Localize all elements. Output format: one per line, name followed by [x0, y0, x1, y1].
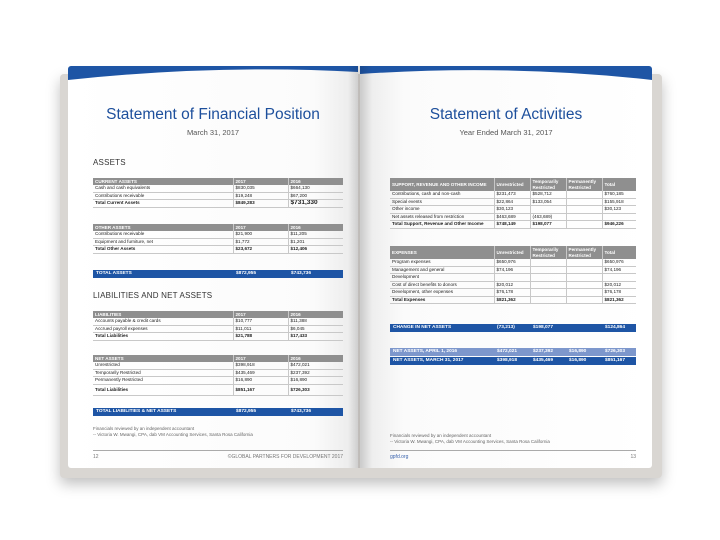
open-annual-report [60, 66, 662, 478]
table-row: Cash and cash equivalents $830,035 $664,130 [93, 185, 343, 192]
table-row: Special events $22,864 $133,054 $155,918 [390, 198, 636, 206]
page-number: 12 [93, 454, 99, 460]
assets-heading: ASSETS [93, 158, 126, 167]
review-note: Financials reviewed by an independent accountant -- Victoria W. Mwangi, CPA, dab VM Accounting Services, Santa Rosa California [93, 426, 253, 437]
current-assets-table [93, 178, 343, 208]
liabilities-table [93, 311, 343, 341]
liabilities-heading: LIABILITIES AND NET ASSETS [93, 291, 213, 300]
footer-divider [93, 450, 343, 451]
table-row: Contributions receivable $19,248 $67,200 [93, 192, 343, 200]
table-header: SUPPORT, REVENUE AND OTHER INCOME Unrestricted Temporarily Restricted Permanently Restricted Total [390, 178, 636, 191]
table-header: CURRENT ASSETS 2017 2016 [93, 178, 343, 185]
right-top-band [360, 66, 652, 92]
table-total-row: Total Expenses $821,362 $821,362 [390, 296, 636, 304]
table-row: Development, other expenses $76,178 $76,178 [390, 289, 636, 297]
footer-divider [390, 450, 636, 451]
table-row: Accrued payroll expenses $11,011 $6,045 [93, 325, 343, 333]
left-page [68, 66, 358, 468]
total-liabilities-bar: TOTAL LIABILITIES & NET ASSETS $872,955 $743,736 [93, 408, 343, 416]
table-total-row: Total Other Assets $23,672 $12,406 [93, 246, 343, 254]
table-row: Management and general $74,196 $74,196 [390, 266, 636, 274]
review-note: Financials reviewed by an independent accountant -- Victoria W. Mwangi, CPA, dab VM Accounting Services, Santa Rosa California [390, 433, 550, 444]
table-row: Cost of direct benefits to donors $20,012 $20,012 [390, 281, 636, 289]
support-revenue-table [390, 178, 636, 229]
net-assets-end-bar: NET ASSETS, MARCH 31, 2017 $398,918 $435,469 $16,890 $851,167 [390, 357, 636, 365]
table-row: Net assets released from restriction $463,689 (463,689) [390, 213, 636, 221]
table-total-row: Total Current Assets $849,283 $731,330 [93, 200, 343, 208]
other-assets-table [93, 224, 343, 254]
net-assets-table [93, 355, 343, 396]
table-row: Contributions receivable $21,900 $11,205 [93, 231, 343, 238]
page-title: Statement of Financial Position [106, 106, 320, 123]
table-row: Contributions, cash and non-cash $231,473 $528,712 $760,185 [390, 191, 636, 198]
page-date: March 31, 2017 [186, 128, 240, 137]
table-header: EXPENSES Unrestricted Temporarily Restricted Permanently Restricted Total [390, 246, 636, 259]
table-total-row: Total Support, Revenue and Other Income $748,149 $198,077 $946,226 [390, 221, 636, 229]
left-top-band [68, 66, 358, 92]
page-number: 13 [630, 454, 636, 460]
total-assets-bar: TOTAL ASSETS $872,955 $743,736 [93, 270, 343, 278]
page-date: Year Ended March 31, 2017 [459, 128, 553, 137]
table-row: Program expenses $650,976 $650,976 [390, 259, 636, 266]
table-row: Equipment and furniture, net $1,772 $1,201 [93, 238, 343, 246]
page-title: Statement of Activities [429, 106, 583, 123]
change-net-assets-bar: CHANGE IN NET ASSETS (73,213) $198,077 $124,864 [390, 324, 636, 332]
table-row: Temporarily Restricted $435,469 $237,392 [93, 369, 343, 377]
table-total-row: Total Liabilities $851,167 $726,303 [93, 384, 343, 395]
table-total-row: Total Liabilities $21,788 $17,433 [93, 333, 343, 341]
table-header: OTHER ASSETS 2017 2016 [93, 224, 343, 231]
table-row: Other income $30,123 $30,123 [390, 206, 636, 214]
footer-site: gpfd.org [390, 454, 409, 460]
net-assets-begin-bar: NET ASSETS, APRIL 1, 2016 $472,021 $237,392 $16,890 $726,303 [390, 348, 636, 356]
book-spine-shadow [348, 66, 372, 468]
table-row: Permanently Restricted $16,890 $16,890 [93, 377, 343, 385]
table-row: Accounts payable & credit cards $10,777 $11,388 [93, 318, 343, 325]
table-header: NET ASSETS 2017 2016 [93, 355, 343, 362]
table-header: LIABILITIES 2017 2016 [93, 311, 343, 318]
table-row: Development [390, 274, 636, 282]
expenses-table [390, 246, 636, 304]
table-row: Unrestricted $398,918 $472,021 [93, 362, 343, 369]
right-page [360, 66, 652, 468]
footer-org: ©GLOBAL PARTNERS FOR DEVELOPMENT 2017 [227, 454, 343, 460]
